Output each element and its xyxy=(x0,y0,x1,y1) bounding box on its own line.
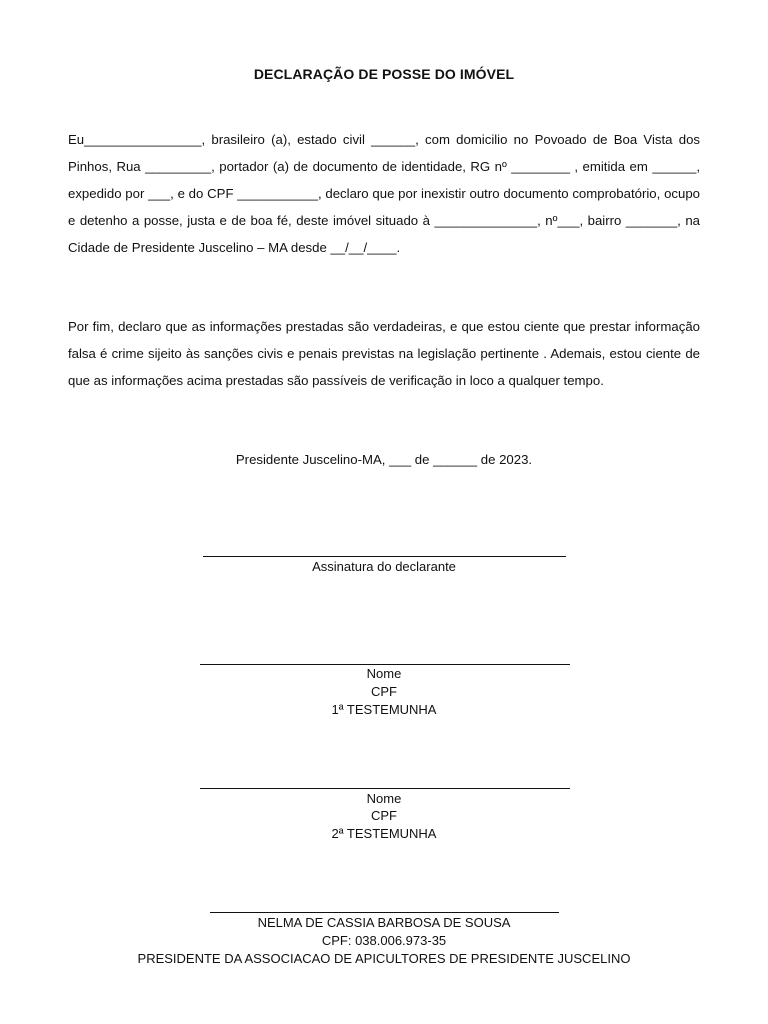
closing-paragraph: Por fim, declaro que as informações prestadas são verdadeiras, e que estou ciente que prestar informação falsa é crime sijeito às sanções civis e penais previstas na legislação pertinente . Ademais, estou ciente de que as informações acima prestadas são passíveis de verificação in loco a qualquer tempo. xyxy=(68,319,700,388)
president-name: NELMA DE CASSIA BARBOSA DE SOUSA xyxy=(257,915,511,930)
witness1-role: 1ª TESTEMUNHA xyxy=(331,702,437,717)
place-date-line: Presidente Juscelino-MA, ___ de ______ de 2023. xyxy=(235,452,533,467)
witness1-cpf: CPF xyxy=(371,684,397,699)
witness2-name: Nome xyxy=(366,791,402,806)
declaration-paragraph: Eu________________, brasileiro (a), estado civil ______, com domicilio no Povoado de Boa Vista dos Pinhos, Rua _________, portador (a) de documento de identidade, RG nº ________ , emitida em ______, expedido por ___, e do CPF ___________, declaro que por inexistir outro documento comprobatório, ocupo e detenho a posse, justa e de boa fé, deste imóvel situado à ______________, nº___, bairro _______, na Cidade de Presidente Juscelino – MA desde __/__/____. xyxy=(68,132,700,255)
president-signature-line xyxy=(210,912,559,913)
document-title: DECLARAÇÃO DE POSSE DO IMÓVEL xyxy=(253,66,515,82)
president-role: PRESIDENTE DA ASSOCIACAO DE APICULTORES DE PRESIDENTE JUSCELINO xyxy=(137,951,631,966)
witness2-role: 2ª TESTEMUNHA xyxy=(331,826,437,841)
declarant-signature-line xyxy=(203,556,566,557)
president-cpf: CPF: 038.006.973-35 xyxy=(321,933,447,948)
witness1-name: Nome xyxy=(366,666,402,681)
declarant-signature-label: Assinatura do declarante xyxy=(312,559,456,574)
witness2-signature-line xyxy=(200,788,570,789)
witness2-cpf: CPF xyxy=(371,808,397,823)
